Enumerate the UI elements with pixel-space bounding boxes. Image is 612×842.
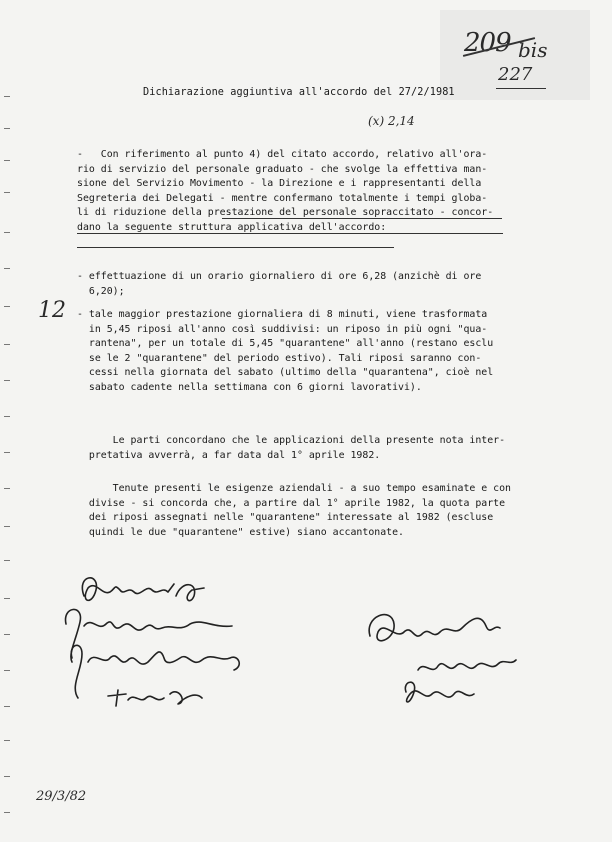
archive-underline	[496, 88, 546, 89]
signatures-right	[362, 596, 532, 716]
emphasis-underline-1	[222, 218, 502, 219]
bullet-rest-days: - tale maggior prestazione giornaliera di 8 minuti, viene trasformata in 5,45 riposi all'anno così suddivisi: un riposo in più ogni "qua- rantena", per un totale di 5,45 "quarantene" all'anno (restano esclu se le 2 "quarantene" del periodo estivo). Tali riposi saranno con- cessi nella giornata del sabato (ultimo della "quarantena", cioè nel sabato cadente nella settimana con 6 giorni lavorativi).	[77, 309, 494, 393]
paragraph-accrual: Tenute presenti le esigenze aziendali - a suo tempo esaminate e con divise - si concorda che, a partire dal 1° aprile 1982, la quota parte dei riposi assegnati nelle "quarantene" interessate al 1982 (escluse quindi le due "quarantene" estive) siano accantonate.	[88, 483, 512, 538]
paragraph-intro: - Con riferimento al punto 4) del citato accordo, relativo all'ora- rio di servizio del personale graduato - che svolge la effettiva man- sione del Servizio Movimento - la Direzione e i rappresentanti della Segreteria dei Delegati - mentre confermano totalmente i tempi globa- li di riduzione della prestazione del personale sopraccitato - concor- dano la seguente struttura applicativa dell'accordo:	[77, 149, 494, 233]
archive-suffix: bis	[518, 38, 548, 62]
binding-holes	[0, 0, 14, 842]
reference-note: (x) 2,14	[368, 114, 415, 128]
bullet-schedule: - effettuazione di un orario giornaliero di ore 6,28 (anzichè di ore 6,20);	[77, 271, 482, 297]
margin-note: 12	[38, 298, 66, 323]
emphasis-underline-3	[77, 247, 394, 248]
paragraph-effective-date: Le parti concordano che le applicazioni della presente nota inter- pretativa avverrà, a far data dal 1° aprile 1982.	[88, 435, 506, 461]
document-title: Dichiarazione aggiuntiva all'accordo del 27/2/1981	[143, 87, 455, 98]
archive-sub-number: 227	[498, 64, 533, 85]
emphasis-underline-2	[77, 233, 503, 234]
signatures-left	[62, 566, 252, 716]
archive-number: 209	[464, 28, 511, 58]
footer-date: 29/3/82	[36, 789, 87, 804]
